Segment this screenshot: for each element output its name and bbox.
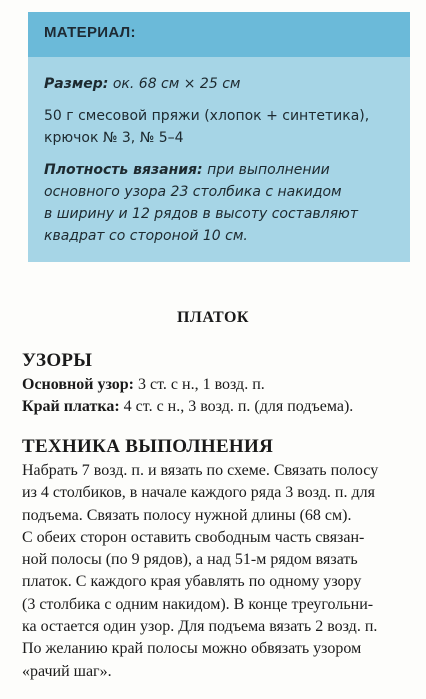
technique-line: платок. С каждого края убавлять по одному узору <box>22 573 362 591</box>
material-header <box>28 12 410 57</box>
edge-pattern-value: 4 ст. с н., 3 возд. п. (для подъема). <box>119 398 354 415</box>
size-line <box>44 73 404 95</box>
density-text <box>44 159 404 247</box>
edge-pattern-line <box>22 398 353 416</box>
main-pattern-label: Основной узор: <box>22 376 135 393</box>
technique-line: (3 столбика с одним накидом). В конце треугольни- <box>22 595 374 613</box>
material-body <box>44 73 404 257</box>
density-line-4: квадрат со стороной 10 см. <box>44 228 248 244</box>
edge-pattern-label: Край платка: <box>22 398 120 415</box>
technique-line: По желанию край полосы можно обвязать узором <box>22 640 362 658</box>
technique-line: С обеих сторон оставить свободным часть связан- <box>22 528 365 546</box>
patterns-heading: УЗОРЫ <box>22 350 93 371</box>
size-label: Размер: <box>44 76 109 92</box>
technique-line: подъема. Связать полосу нужной длины (68 см). <box>22 506 352 524</box>
main-pattern-value: 3 ст. с н., 1 возд. п. <box>134 376 265 393</box>
density-line-3: в ширину и 12 рядов в высоту составляют <box>44 206 358 222</box>
material-heading: МАТЕРИАЛ: <box>44 24 136 41</box>
density-label: Плотность вязания: <box>44 162 203 178</box>
page-title: ПЛАТОК <box>176 309 250 326</box>
yarn-line-2: крючок № 3, № 5–4 <box>44 130 184 146</box>
technique-line: «рачий шаг». <box>22 662 112 680</box>
yarn-text <box>44 105 404 149</box>
size-value: ок. 68 см × 25 см <box>112 76 241 92</box>
yarn-line-1: 50 г смесовой пряжи (хлопок + синтетика), <box>44 108 370 124</box>
technique-text <box>22 460 414 683</box>
technique-heading: ТЕХНИКА ВЫПОЛНЕНИЯ <box>22 436 274 457</box>
technique-line: из 4 столбиков, в начале каждого ряда 3 возд. п. для <box>22 484 375 502</box>
technique-line: ка остается один узор. Для подъема вязать 2 возд. п. <box>22 618 378 636</box>
density-line-2: основного узора 23 столбика с накидом <box>44 184 342 200</box>
density-line-1: при выполнении <box>207 162 330 178</box>
technique-line: ной полосы (по 9 рядов), а над 51-м рядом вязать <box>22 551 358 569</box>
technique-line: Набрать 7 возд. п. и вязать по схеме. Связать полосу <box>22 462 379 479</box>
main-pattern-line <box>22 376 265 394</box>
